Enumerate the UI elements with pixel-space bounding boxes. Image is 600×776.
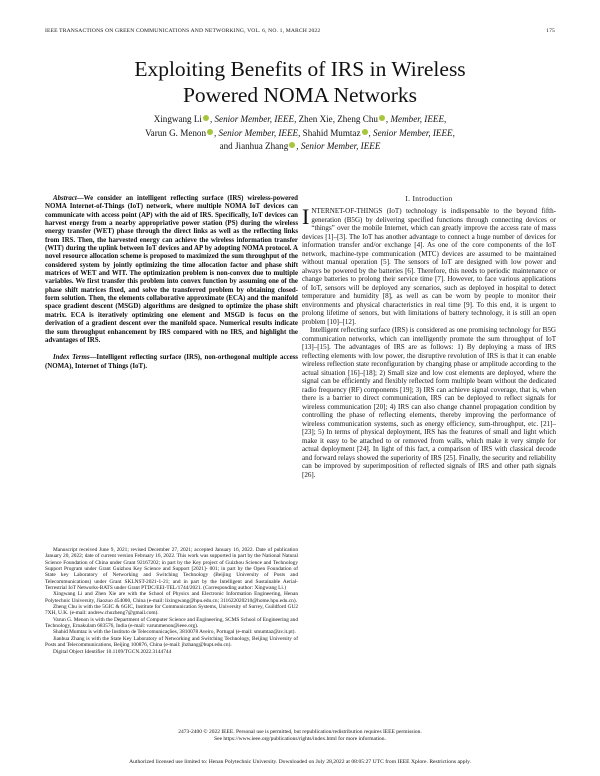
author-name: , Shahid Mumtaz [298,127,361,138]
footnote-affiliation: Shahid Mumtaz is with the Instituto de Telecomunicações, 3810078 Aveiro, Portugal (e-mail: smumtaz@av.it.pt). [53,629,296,636]
author-name: Xingwang Li [153,114,202,124]
copyright-line-2: See https://www.ieee.org/publications/rights/index.html for more information. [214,736,386,742]
paper-title [0,56,600,108]
author-role: , Member, IEEE, [385,114,447,124]
author-name: and Jianhua Zhang [219,141,289,152]
copyright-notice [0,729,600,743]
footnote-affiliation: Jianhua Zhang is with the State Key Laboratory of Networking and Switching Technology, Beijing University of Posts and Telecommunications, Beijing 100876, China (e-mail: jhzhang@bupt.edu.cn). [45,635,298,649]
index-terms-text: —Intelligent reflecting surface (IRS), non-orthogonal multiple access (NOMA), Internet of Things (IoT). [45,354,298,370]
footnotes [45,547,298,655]
author-role: , Senior Member, IEEE [209,114,295,124]
author-role: , Senior Member, IEEE, [368,127,455,138]
drop-cap: I [302,204,310,230]
journal-name: IEEE TRANSACTIONS ON GREEN COMMUNICATIONS AND NETWORKING, VOL. 6, NO. 1, MARCH 2022 [45,28,321,34]
copyright-line-1: 2473-2400 © 2022 IEEE. Personal use is permitted, but republication/redistribution requires IEEE permission. [178,729,422,735]
author-name: , Zhen Xie, Zheng Chu [294,114,378,124]
orcid-icon[interactable] [379,115,385,121]
orcid-icon[interactable] [289,142,295,148]
footnote-affiliation: Zheng Chu is with the 5GIC & 6GIC, Institute for Communication Systems, University of Surrey, Guildford GU2 7XH, U.K. (e-mail: andrew.chuzheng7@gmail.com). [45,604,298,617]
footnote-doi: Digital Object Identifier 10.1109/TGCN.2022.3144744 [53,648,172,655]
footnote-manuscript: Manuscript received June 9, 2021; revised December 27, 2021; accepted January 16, 2022. Date of publication January 20, 2022; date of current version February 16, 2022. This work was supported in part by the National Natural Science Foundation of China under Grant 92167202; in part by the Key project of Guizhou Science and Technology Support Program under Grant Guizhou Key Science and Support [2021]- 001; in part by the Open Foundation of State key Laboratory of Networking and Switching Technology (Beijing University of Posts and Telecommunications) under Grant SKLNST-2021-1-21; and in part by the Intelligent and Sustainable Aerial-Terrestrial IoT Networks-BATS under Grant PTDC/EEI-TEL/1744/2021. (Corresponding author: Xingwang Li.) [45,547,298,592]
page-number: 175 [546,28,555,34]
title-line-1: Exploiting Benefits of IRS in Wireless [134,57,466,81]
abstract-text: —We consider an intelligent reflecting surface (IRS) wireless-powered NOMA Internet-of-Things (IoT) network, where multiple NOMA IoT devices can communicate with access point (AP) with the aid of IRS. Specifically, IoT devices can harvest energy from a nearby appropriative power station (PS) during the wireless energy transfer (WET) phase through the direct links as well as the reflecting links from IRS. Then, the harvested energy can achieve the wireless information transfer (WIT) during the uplink between IoT devices and AP by adopting NOMA protocol. A novel resource allocation scheme is proposed to maximized the sum throughput of the considered system by jointly optimizing the time allocation factor and phase shift matrices of WET and WIT. The optimization problem is non-convex due to multiple variables. We first transfer this problem into convex function by assuming one of the phase shift matrices fixed, and solve the transferred problem by obtaining closed-form solution. Then, the elements collaborative approximate (ECA) and the manifold space gradient descent (MSGD) algorithms are designed to optimize the phase shift matrix. ECA is iteratively optimizing one element and MSGD is focus on the derivation of a gradient descent over the manifold space. Numerical results indicate the sum throughput enhancement by IRS compared with no IRS, and highlight the advantages of IRS. [45,195,298,344]
download-notice: Authorized licensed use limited to: Henan Polytechnic University. Downloaded on July 28,2022 at 08:05:27 UTC from IEEE Xplore. Restrictions apply. [129,759,471,765]
intro-paragraph-2: Intelligent reflecting surface (IRS) is considered as one promising technology for B5G communication networks, which can intelligently promote the sum throughput of IoT [13]–[15]. The advantages of IRS are as follows: 1) By deploying a mass of IRS reflecting elements with low power, the disruptive revolution of IRS is that it can enable wireless reflection state reconfiguration by changing phase or amplitude according to the actual situation [16]–[18]; 2) Small size and low cost elements are deployed, where the signal can be efficiently and flexibly reflected form multiple beam without the dedicated radio frequency (RF) components [19]; 3) IRS can achieve signal coverage, that is, when there is a barrier to direct communication, IRS can be deployed to reflect signals for wireless communication [20]; 4) IRS can also change channel propagation condition by controlling the phase of reflecting elements, thereby improving the performance of wireless communication systems, such as energy efficiency, sum-throughput, etc. [21]–[23]; 5) In terms of physical deployment, IRS has the features of small and light which make it easy to be attached to or removed from walls, which make it very simple for actual deployment [24]. In light of this fact, a comparison of IRS with classical decode and forward relays showed the superiority of IRS [25]. Finally, the security and reliability can be improved by superimposition of reflected signals of IRS and other path signals [26]. [302,326,556,479]
footnote-affiliation: Varun G. Menon is with the Department of Computer Science and Engineering, SCMS School of Engineering and Technology, Ernakulam 683576, India (e-mail: varunmenon@ieee.org). [45,616,298,630]
orcid-icon[interactable] [203,115,209,121]
author-list [60,113,540,154]
index-terms-label: Index Terms [53,354,90,362]
left-column [45,195,298,371]
right-column [302,195,556,479]
author-role: , Senior Member, IEEE [214,127,299,138]
author-role: , Senior Member, IEEE [296,141,381,152]
running-header [45,28,555,34]
title-line-2: Powered NOMA Networks [182,83,418,107]
section-heading: I. Introduction [405,194,453,203]
abstract [45,195,298,345]
index-terms [45,354,298,371]
orcid-icon[interactable] [207,129,213,135]
orcid-icon[interactable] [362,129,368,135]
abstract-label: Abstract [53,195,77,202]
footnote-affiliation: Xingwang Li and Zhen Xie are with the School of Physics and Electronic Information Engineering, Henan Polytechnic University, Jiaozuo 454000, China (e-mail: lixingwang@hpu.edu.cn; 311622020210@home.hpu.edu.cn). [45,591,298,604]
intro-text-1: NTERNET-OF-THINGS (IoT) technology is indispensable to the beyond fifth-generation (B5G) by delivering specified functions through connecting devices or “things” over the mobile Internet, which can greatly improve the access rate of mass devices [1]–[3]. The IoT has another advantage to connect a huge number of devices for information transfer and/or exchange [4]. As one of the core components of the IoT network, machine-type communication (MTC) devices are assumed to be maintained without manual operation [5]. The sensors of IoT are designed with low power and always be powered by the batteries [6]. Therefore, this needs to periodic maintenance or change batteries to prolong their service time [7]. However, to face various applications of IoT, sensors will be deployed any scenarios, such as deployed in hospital to detect temperature and humidity [8], as well as can be worn by people to monitor their environments and physical characteristics in real time [9]. To this end, it is urgent to prolong lifetime of senors, but with limitations of battery technology, it is still an open problem [10]–[12]. [302,207,556,326]
intro-paragraph-1 [302,204,556,326]
author-name: Varun G. Menon [145,127,206,138]
